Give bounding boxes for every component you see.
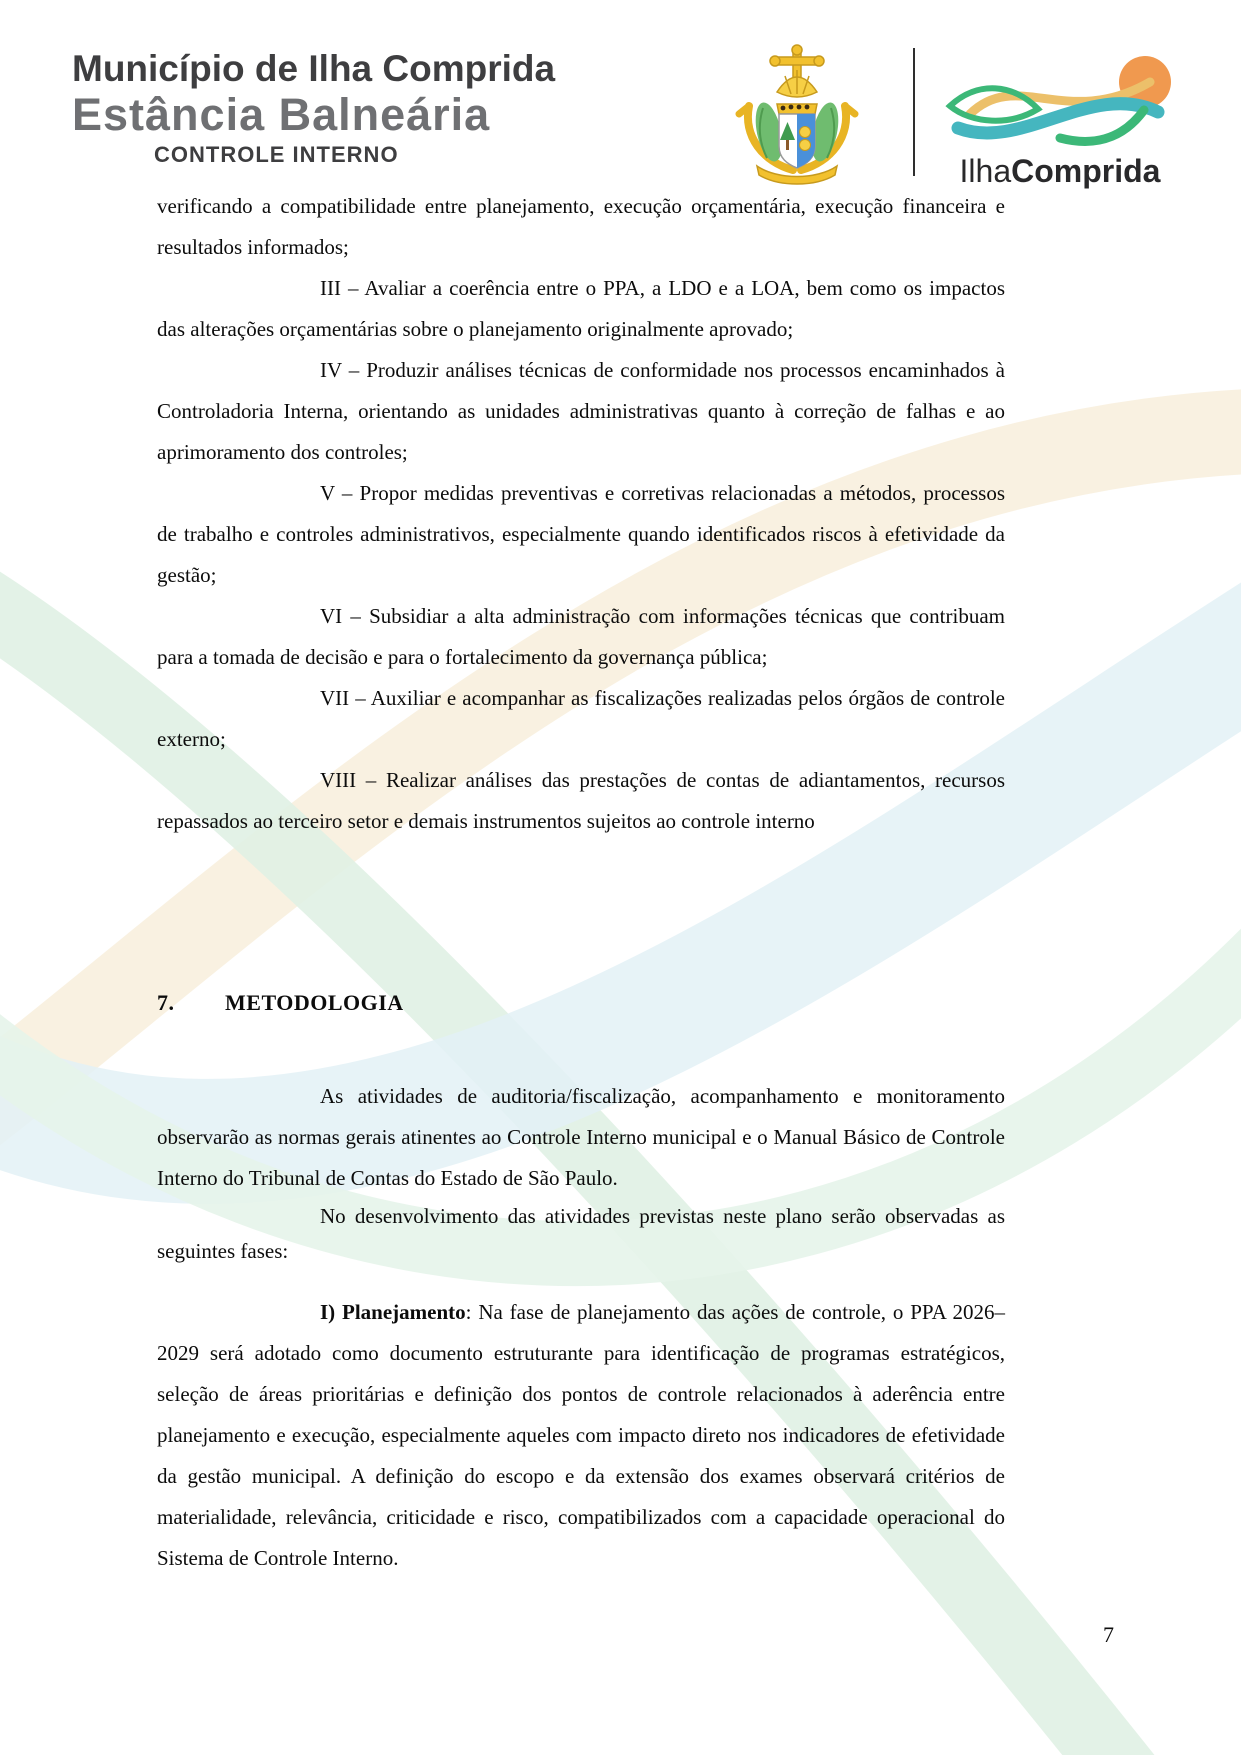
coat-of-arms-icon — [733, 44, 861, 186]
body-paragraph: V – Propor medidas preventivas e corretivas relacionadas a métodos, processos de trabalho e controles administrativos, especialmente quando identificados riscos à efetividade da gestão; — [157, 481, 1005, 587]
body-paragraph — [157, 1292, 1005, 1579]
logo-wordmark — [942, 155, 1178, 187]
section-title: METODOLOGIA — [225, 990, 404, 1015]
paragraph-rest: : Na fase de planejamento das ações de controle, o PPA 2026–2029 será adotado como documento estruturante para identificação de programas estratégicos, seleção de áreas prioritárias e definição dos pontos de controle relacionados à aderência entre planejamento e execução, especialmente aqueles com impacto direto nos indicadores de efetividade da gestão municipal. A definição do escopo e da extensão dos exames observará critérios de materialidade, relevância, criticidade e risco, compatibilizados com a capacidade operacional do Sistema de Controle Interno. — [157, 1300, 1005, 1570]
body-paragraph: VI – Subsidiar a alta administração com informações técnicas que contribuam para a tomada de decisão e para o fortalecimento da governança pública; — [157, 604, 1005, 669]
waves-sun-icon — [942, 52, 1178, 148]
page-number: 7 — [1103, 1622, 1114, 1647]
body-paragraph: III – Avaliar a coerência entre o PPA, a LDO e a LOA, bem como os impactos das alterações orçamentárias sobre o planejamento originalmente aprovado; — [157, 276, 1005, 341]
municipality-title: Município de Ilha Comprida — [72, 48, 556, 89]
page-header — [0, 44, 1241, 189]
logo-text-bold: Comprida — [1011, 153, 1161, 189]
body-paragraph: As atividades de auditoria/fiscalização, acompanhamento e monitoramento observarão as normas gerais atinentes ao Controle Interno municipal e o Manual Básico de Controle Interno do Tribunal de Contas do Estado de São Paulo. — [157, 1084, 1005, 1190]
section-number: 7. — [157, 990, 175, 1015]
header-divider — [913, 48, 915, 176]
logo-text-light: Ilha — [959, 153, 1012, 189]
department-label: CONTROLE INTERNO — [154, 142, 399, 167]
municipality-subtitle: Estância Balneária — [72, 89, 491, 140]
body-paragraph: VIII – Realizar análises das prestações de contas de adiantamentos, recursos repassados ao terceiro setor e demais instrumentos sujeitos ao controle interno — [157, 768, 1005, 833]
document-body — [157, 186, 1005, 1579]
paragraph-lead-bold: I) Planejamento — [320, 1300, 466, 1324]
body-paragraph: IV – Produzir análises técnicas de conformidade nos processos encaminhados à Controladoria Interna, orientando as unidades administrativas quanto à correção de falhas e ao aprimoramento dos controles; — [157, 358, 1005, 464]
body-paragraph: verificando a compatibilidade entre planejamento, execução orçamentária, execução financeira e resultados informados; — [157, 194, 1005, 259]
body-paragraph: VII – Auxiliar e acompanhar as fiscalizações realizadas pelos órgãos de controle externo; — [157, 686, 1005, 751]
body-paragraph: No desenvolvimento das atividades previstas neste plano serão observadas as seguintes fases: — [157, 1204, 1005, 1263]
ilhacomprida-logo — [942, 52, 1178, 187]
municipality-wordmark — [72, 50, 555, 166]
section-heading — [157, 990, 1005, 1016]
